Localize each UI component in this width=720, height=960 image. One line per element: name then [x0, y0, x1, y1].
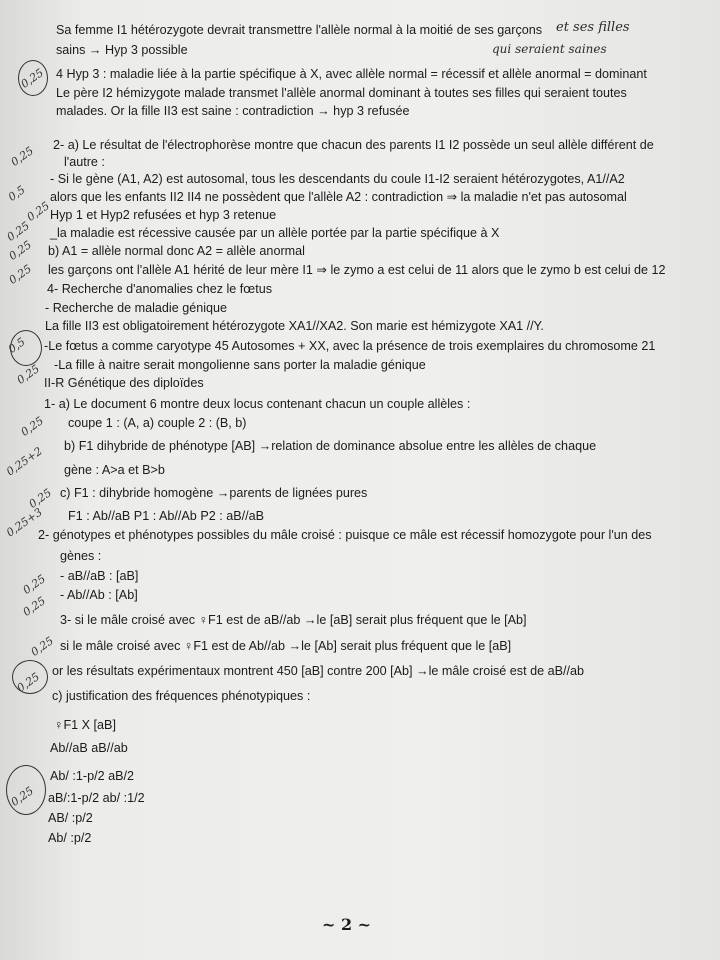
- grade-circle: [6, 765, 46, 815]
- text-line: 3- si le mâle croisé avec ♀F1 est de aB//ab →le [aB] serait plus fréquent que le [Ab]: [60, 613, 527, 627]
- text-line: -La fille à naitre serait mongolienne sans porter la maladie génique: [54, 358, 426, 372]
- text-line: Le père I2 hémizygote malade transmet l'allèle anormal dominant à toutes ses filles qui seraient toutes: [56, 86, 627, 100]
- grade-circle: [12, 660, 48, 694]
- cross-line: Ab/ :p/2: [48, 831, 92, 845]
- margin-grade: 0,25: [20, 594, 49, 619]
- cross-line: AB/ :p/2: [48, 811, 93, 825]
- text-line: - Ab//Ab : [Ab]: [60, 588, 138, 602]
- margin-grade: 0,25: [24, 199, 53, 224]
- text-line: malades. Or la fille II3 est saine : contradiction → hyp 3 refusée: [56, 104, 410, 118]
- margin-grade: 0,5: [5, 335, 28, 356]
- page-number: ~ 2 ~: [322, 915, 372, 934]
- text-line: Hyp 1 et Hyp2 refusées et hyp 3 retenue: [50, 208, 277, 222]
- text-line: 2- génotypes et phénotypes possibles du mâle croisé : puisque ce mâle est récessif homozygote pour l'un des: [38, 528, 652, 542]
- margin-grade: 0,25: [4, 219, 33, 244]
- text-line: les garçons ont l'allèle A1 hérité de leur mère I1 ⇒ le zymo a est celui de 11 alors que le zymo b est celui de 12: [48, 263, 666, 277]
- margin-grade: 0,5: [5, 183, 28, 204]
- handwritten-note: et ses filles: [556, 20, 630, 35]
- margin-grade: 0,25: [26, 486, 55, 511]
- text-line: La fille II3 est obligatoirement hétérozygote XA1//XA2. Son marie est hémizygote XA1 //Y.: [45, 319, 544, 333]
- grade-circle: [10, 330, 42, 366]
- margin-grade: 0,25+2: [3, 444, 45, 479]
- text-line: l'autre :: [64, 155, 105, 169]
- margin-grade: 0,25: [18, 66, 47, 91]
- text-line: -Le fœtus a comme caryotype 45 Autosomes + XX, avec la présence de trois exemplaires du chromosome 21: [44, 339, 656, 353]
- text-line: c) justification des fréquences phénotypiques :: [52, 689, 311, 703]
- text-line: b) A1 = allèle normal donc A2 = allèle anormal: [48, 244, 305, 258]
- grade-circle: [18, 60, 48, 96]
- margin-grade: 0,25: [28, 634, 57, 659]
- text-line: 2- a) Le résultat de l'électrophorèse montre que chacun des parents I1 I2 possède un seul allèle différent de: [53, 138, 654, 152]
- margin-grade: 0,25: [18, 414, 47, 439]
- margin-grade: 0,25: [6, 238, 35, 263]
- text-line: sains → Hyp 3 possible: [56, 43, 188, 57]
- text-line: - aB//aB : [aB]: [60, 569, 139, 583]
- text-line: coupe 1 : (A, a) couple 2 : (B, b): [68, 416, 247, 430]
- text-line: alors que les enfants II2 II4 ne possèdent que l'allèle A2 : contradiction ⇒ la maladie n'et pas autosomal: [50, 190, 627, 204]
- text-line: gènes :: [60, 549, 102, 563]
- handwritten-note: qui seraient saines: [492, 42, 607, 56]
- text-line: - Recherche de maladie génique: [45, 301, 228, 315]
- cross-line: Ab//aB aB//ab: [50, 741, 128, 755]
- text-line: c) F1 : dihybride homogène →parents de lignées pures: [60, 486, 368, 500]
- text-line: - Si le gène (A1, A2) est autosomal, tous les descendants du coule I1-I2 seraient hétérozygotes, A1//A2: [50, 172, 625, 186]
- text-line: or les résultats expérimentaux montrent 450 [aB] contre 200 [Ab] →le mâle croisé est de aB//ab: [52, 664, 585, 678]
- margin-grade: 0,25: [6, 262, 35, 287]
- margin-grade: 0,25: [20, 572, 49, 597]
- cross-line: ♀F1 X [aB]: [54, 718, 116, 732]
- text-line: Sa femme I1 hétérozygote devrait transmettre l'allèle normal à la moitié de ses garçons: [56, 23, 543, 37]
- text-line: si le mâle croisé avec ♀F1 est de Ab//ab →le [Ab] serait plus fréquent que le [aB]: [60, 639, 512, 653]
- margin-grade: 0,25: [8, 144, 37, 169]
- margin-grade: 0,25: [14, 670, 43, 695]
- text-line: 4 Hyp 3 : maladie liée à la partie spécifique à X, avec allèle normal = récessif et allèle anormal = dominant: [56, 67, 647, 81]
- cross-line: Ab/ :1-p/2 aB/2: [50, 769, 135, 783]
- text-line: gène : A>a et B>b: [64, 463, 165, 477]
- margin-grade: 0,25+3: [3, 505, 45, 540]
- text-line: _la maladie est récessive causée par un allèle portée par la partie spécifique à X: [50, 226, 500, 240]
- cross-line: aB/:1-p/2 ab/ :1/2: [48, 791, 145, 805]
- text-line: b) F1 dihybride de phénotype [AB] →relation de dominance absolue entre les allèles de chaque: [64, 439, 597, 453]
- text-line: 4- Recherche d'anomalies chez le fœtus: [47, 282, 272, 296]
- text-line: 1- a) Le document 6 montre deux locus contenant chacun un couple allèles :: [44, 397, 471, 411]
- text-line: II-R Génétique des diploïdes: [44, 376, 204, 390]
- text-line: F1 : Ab//aB P1 : Ab//Ab P2 : aB//aB: [68, 509, 265, 523]
- margin-grade: 0,25: [8, 784, 37, 809]
- margin-grade: 0,25: [14, 362, 43, 387]
